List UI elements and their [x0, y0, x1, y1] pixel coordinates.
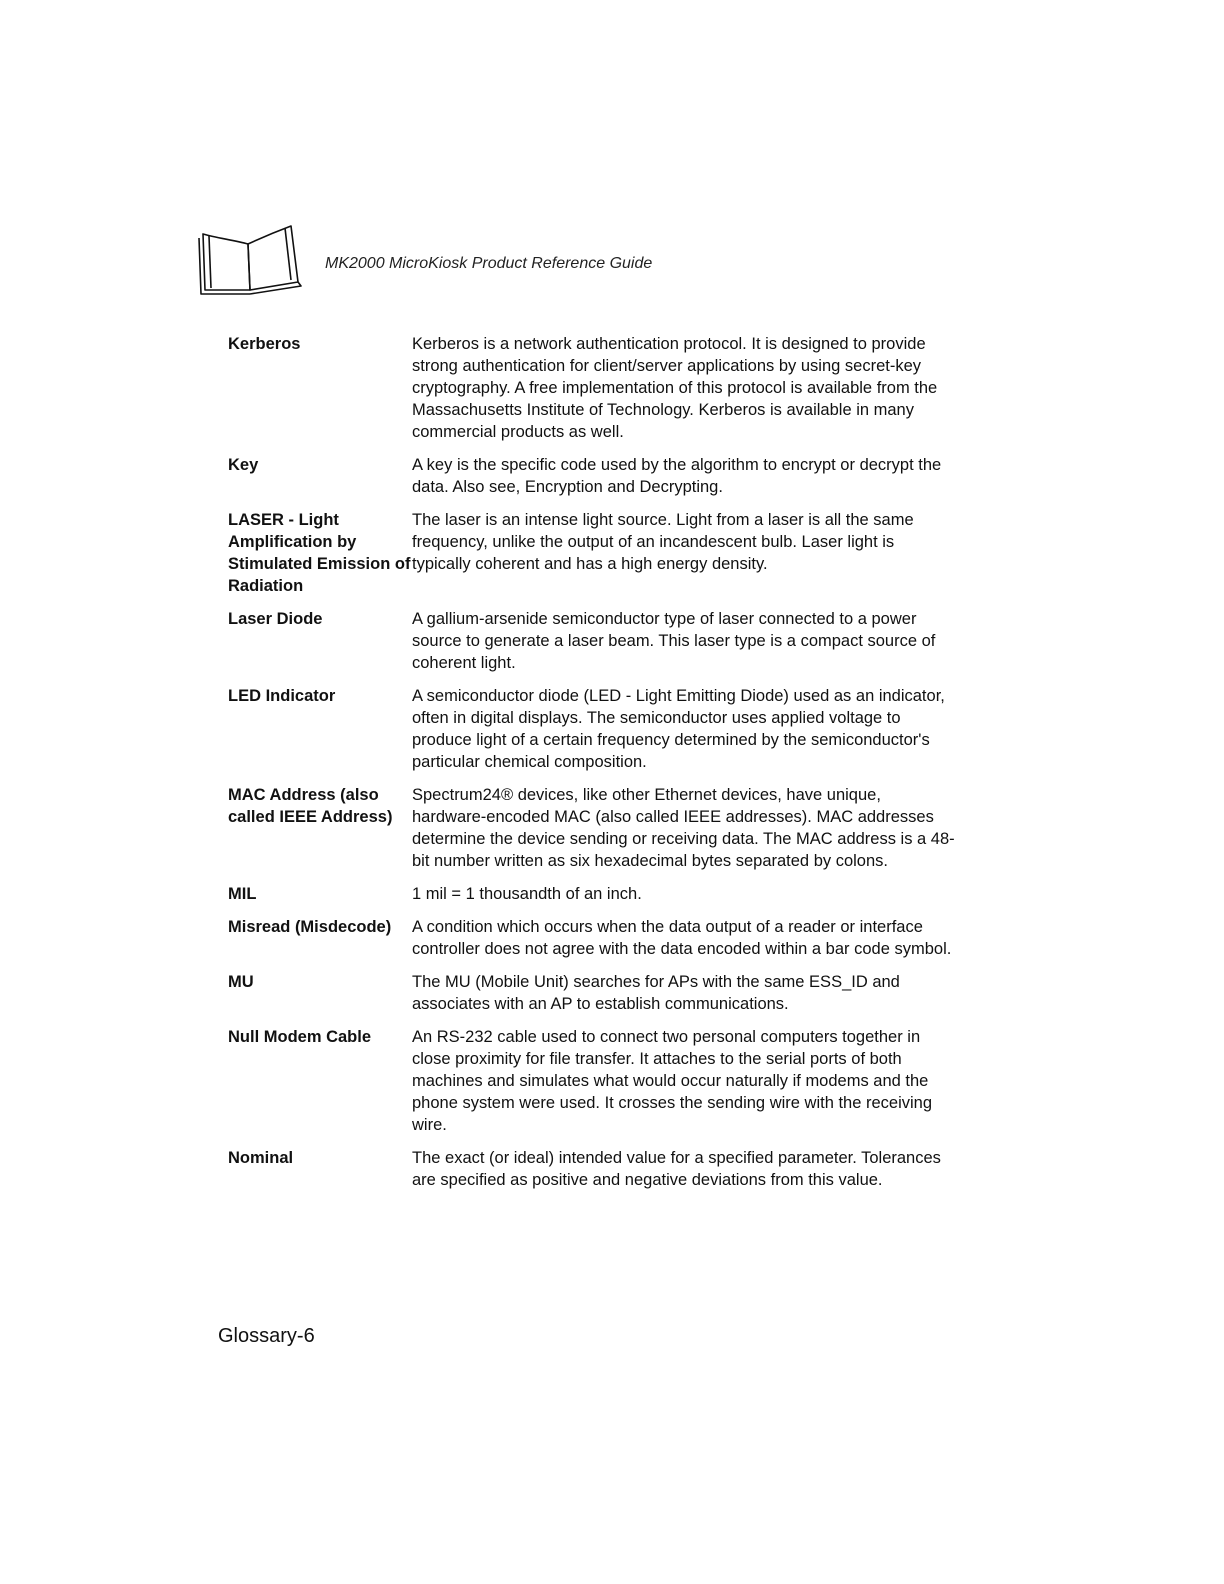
- glossary-definition: The laser is an intense light source. Light from a laser is all the same frequency, unlike the output of an incandescent bulb. Laser light is typically coherent and has a high energy density.: [412, 511, 914, 573]
- glossary-term: MIL: [228, 885, 257, 903]
- glossary-term: MU: [228, 973, 254, 991]
- glossary-definition: Kerberos is a network authentication protocol. It is designed to provide strong authentication for client/server applications by using secret-key cryptography. A free implementation of this protocol is available from the Massachusetts Institute of Technology. Kerberos is available in many commercial products as well.: [412, 335, 938, 441]
- glossary-entry: [228, 883, 958, 905]
- glossary-definition: A gallium-arsenide semiconductor type of laser connected to a power source to generate a laser beam. This laser type is a compact source of coherent light.: [412, 610, 936, 672]
- glossary-definition: Spectrum24® devices, like other Ethernet devices, have unique, hardware-encoded MAC (also called IEEE addresses). MAC addresses determine the device sending or receiving data. The MAC address is a 48-bit number written as six hexadecimal bytes separated by colons.: [412, 786, 955, 870]
- glossary-term: LASER - Light Amplification by Stimulated Emission of Radiation: [228, 511, 411, 595]
- glossary-definition: An RS-232 cable used to connect two personal computers together in close proximity for file transfer. It attaches to the serial ports of both machines and simulates what would occur naturally if modems and the phone system were used. It crosses the sending wire with the receiving wire.: [412, 1028, 933, 1134]
- glossary-term: Misread (Misdecode): [228, 918, 392, 936]
- glossary-term: LED Indicator: [228, 687, 336, 705]
- glossary-definition: 1 mil = 1 thousandth of an inch.: [412, 885, 642, 903]
- glossary-definition: A key is the specific code used by the algorithm to encrypt or decrypt the data. Also see, Encryption and Decrypting.: [412, 456, 942, 496]
- page-header: [195, 222, 795, 302]
- glossary-definition: The MU (Mobile Unit) searches for APs with the same ESS_ID and associates with an AP to establish communications.: [412, 973, 900, 1013]
- glossary-entry: [228, 971, 958, 1015]
- glossary-entry: [228, 1147, 958, 1191]
- glossary-entry: [228, 333, 958, 443]
- glossary-term: Nominal: [228, 1149, 294, 1167]
- glossary-entry: [228, 784, 958, 872]
- glossary-definition: A condition which occurs when the data output of a reader or interface controller does not agree with the data encoded within a bar code symbol.: [412, 918, 952, 958]
- glossary-entry: [228, 916, 958, 960]
- glossary-entry: [228, 608, 958, 674]
- glossary-entry: [228, 454, 958, 498]
- page-number: Glossary-6: [218, 1325, 315, 1347]
- glossary-entry: [228, 685, 958, 773]
- glossary-list: [228, 333, 958, 1202]
- glossary-entry: [228, 1026, 958, 1136]
- glossary-term: MAC Address (also called IEEE Address): [228, 786, 393, 826]
- glossary-definition: The exact (or ideal) intended value for a specified parameter. Tolerances are specified as positive and negative deviations from this value.: [412, 1149, 941, 1189]
- glossary-term: Laser Diode: [228, 610, 323, 628]
- glossary-term: Key: [228, 456, 259, 474]
- glossary-term: Kerberos: [228, 335, 301, 353]
- glossary-entry: [228, 509, 958, 597]
- glossary-term: Null Modem Cable: [228, 1028, 372, 1046]
- glossary-definition: A semiconductor diode (LED - Light Emitting Diode) used as an indicator, often in digital displays. The semiconductor uses applied voltage to produce light of a certain frequency determined by the semiconductor's particular chemical composition.: [412, 687, 945, 771]
- open-book-icon: [195, 222, 303, 298]
- document-title: MK2000 MicroKiosk Product Reference Guide: [325, 255, 653, 272]
